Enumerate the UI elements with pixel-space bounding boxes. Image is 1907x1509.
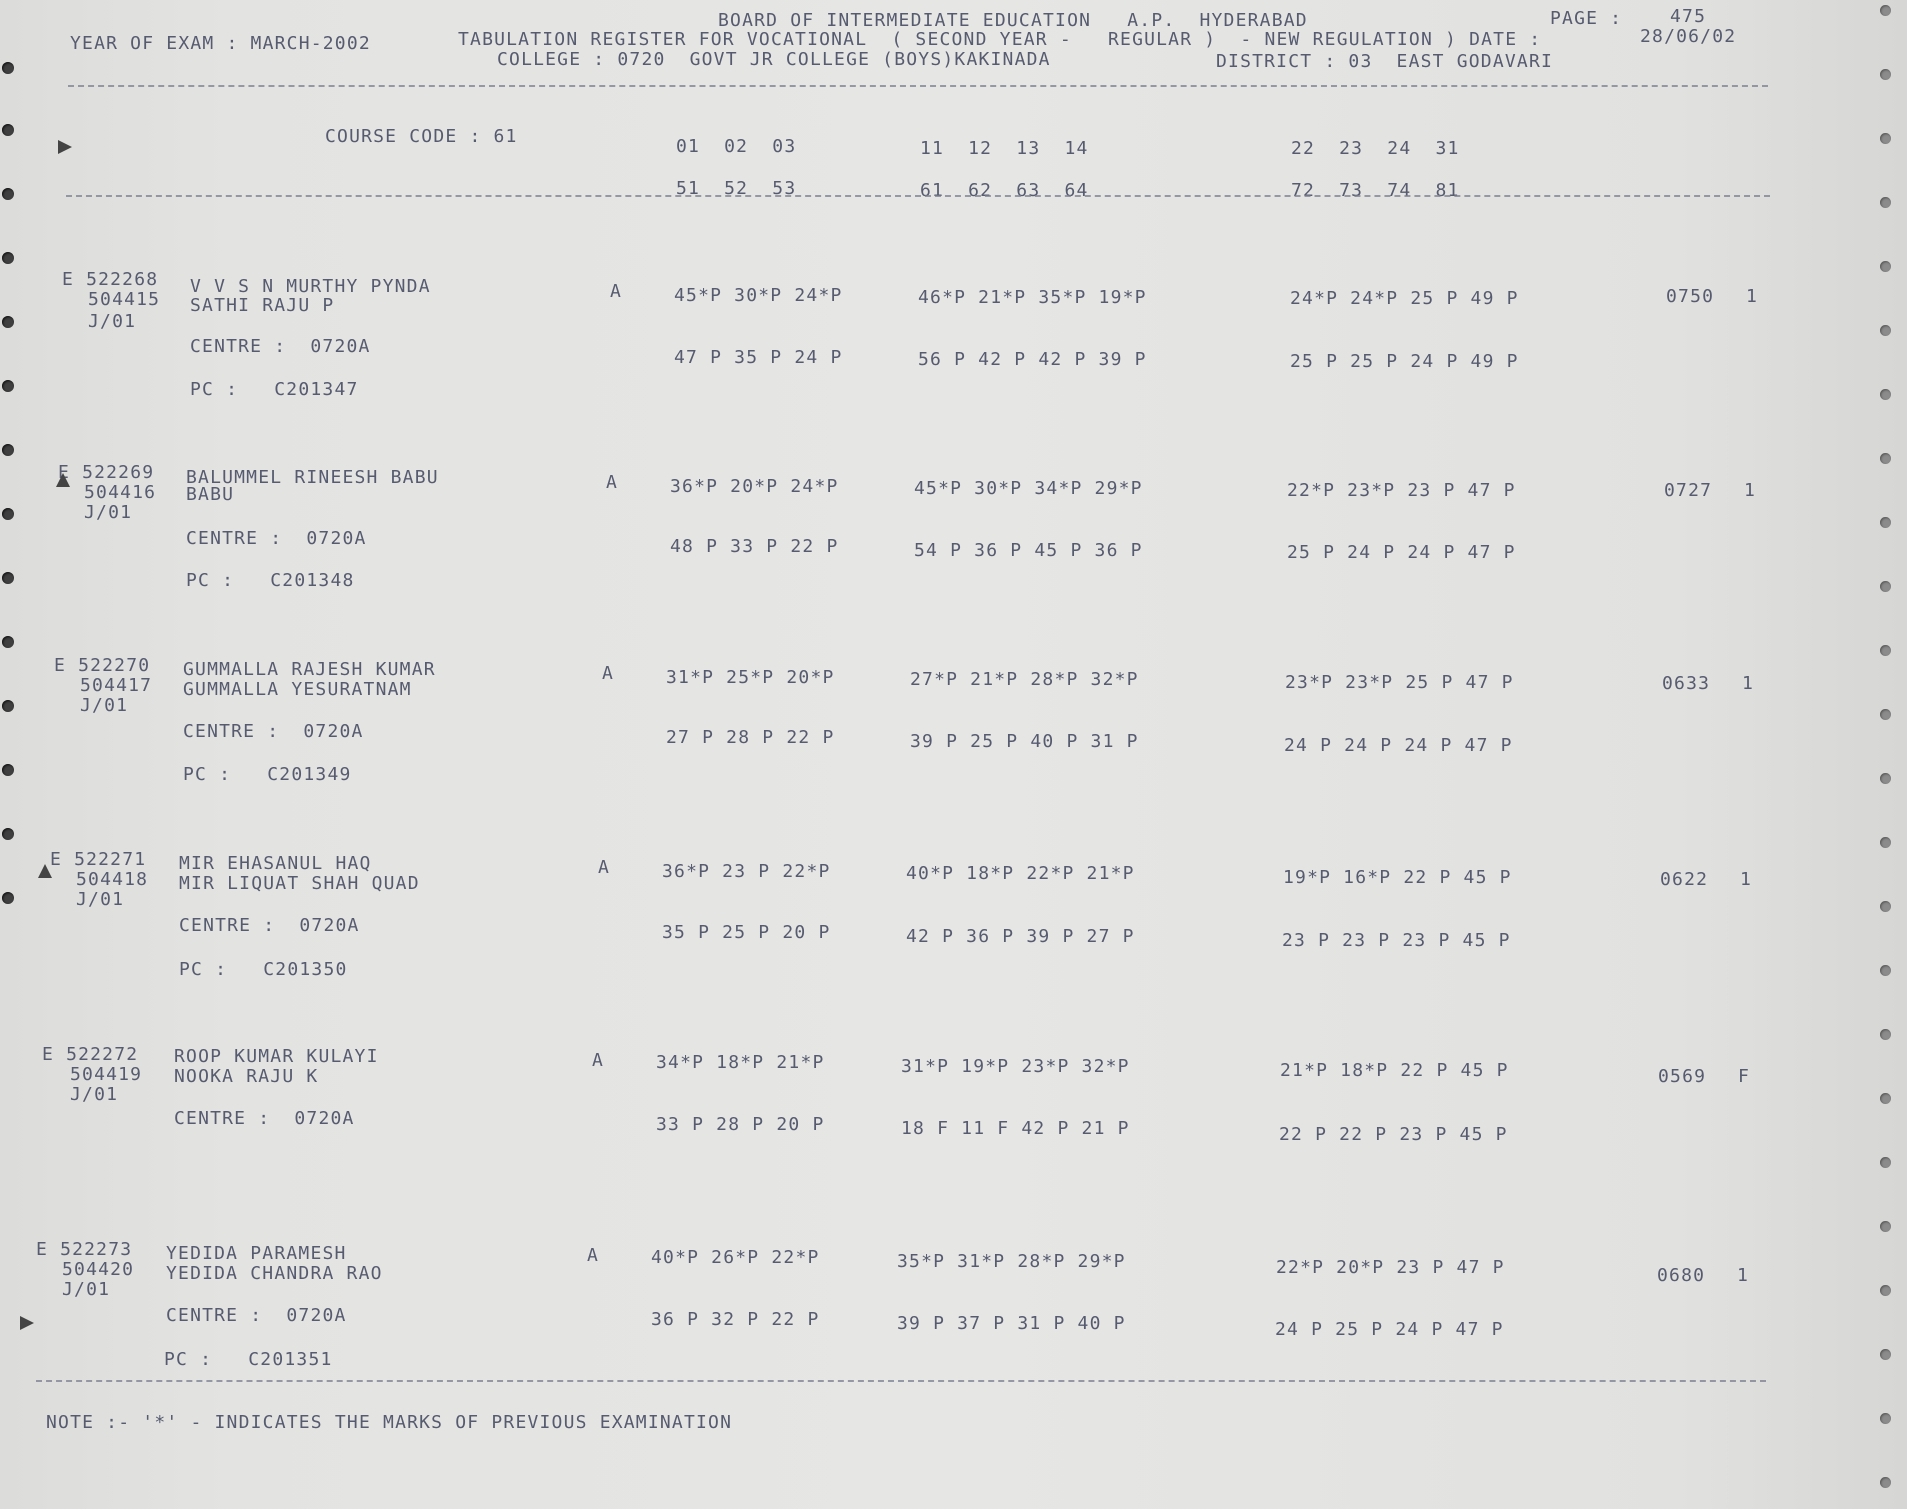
marks-first-c: 19*P 16*P 22 P 45 P [1283, 867, 1512, 888]
grade: A [587, 1245, 600, 1266]
student-record [0, 269, 1907, 400]
register-number: 504415 [88, 289, 161, 310]
marks-second-c: 24 P 25 P 24 P 47 P [1275, 1319, 1504, 1340]
tractor-hole-icon [1880, 773, 1891, 784]
marks-second-c: 25 P 25 P 24 P 49 P [1290, 351, 1519, 372]
grade: A [610, 281, 623, 302]
student-name: ROOP KUMAR KULAYI [174, 1046, 379, 1067]
marks-first-c: 23*P 23*P 25 P 47 P [1285, 672, 1514, 693]
tractor-hole-icon [2, 508, 14, 520]
group-code: J/01 [62, 1279, 111, 1300]
total-marks: 0633 [1662, 673, 1711, 694]
register-number: 504418 [76, 869, 149, 890]
result: 1 [1744, 480, 1757, 501]
pc-code: PC : C201347 [190, 379, 359, 400]
tractor-hole-icon [1880, 901, 1891, 912]
result: 1 [1737, 1265, 1750, 1286]
centre-code: CENTRE : 0720A [190, 336, 371, 357]
col-header-row1-g1: 01 02 03 [676, 136, 797, 157]
marks-first-a: 45*P 30*P 24*P [674, 285, 843, 306]
tractor-hole-icon [1880, 581, 1891, 592]
group-code: J/01 [84, 502, 133, 523]
student-record [0, 1239, 1907, 1370]
header-rule [68, 85, 1768, 87]
col-header-row2-g2: 61 62 63 64 [920, 180, 1089, 201]
grade: A [592, 1050, 605, 1071]
result: 1 [1746, 286, 1759, 307]
arrow-mark-icon [56, 473, 70, 487]
father-name: BABU [186, 484, 235, 505]
tractor-hole-icon [2, 636, 14, 648]
total-marks: 0680 [1657, 1265, 1706, 1286]
tractor-hole-icon [1880, 1221, 1891, 1232]
total-marks: 0727 [1664, 480, 1713, 501]
student-record [0, 849, 1907, 980]
marks-second-c: 24 P 24 P 24 P 47 P [1284, 735, 1513, 756]
tractor-hole-icon [1880, 645, 1891, 656]
marks-first-b: 27*P 21*P 28*P 32*P [910, 669, 1139, 690]
marks-second-c: 23 P 23 P 23 P 45 P [1282, 930, 1511, 951]
register-number: 504416 [84, 482, 157, 503]
marks-first-c: 21*P 18*P 22 P 45 P [1280, 1060, 1509, 1081]
total-marks: 0622 [1660, 869, 1709, 890]
arrow-mark-icon [20, 1316, 34, 1330]
tractor-hole-icon [2, 444, 14, 456]
centre-code: CENTRE : 0720A [166, 1305, 347, 1326]
tractor-hole-icon [1880, 709, 1891, 720]
tractor-hole-icon [2, 572, 14, 584]
tractor-hole-icon [2, 764, 14, 776]
marks-second-c: 22 P 22 P 23 P 45 P [1279, 1124, 1508, 1145]
tractor-hole-icon [1880, 1285, 1891, 1296]
tractor-hole-icon [2, 828, 14, 840]
tractor-hole-icon [2, 62, 14, 74]
record-id: E 522268 [62, 269, 159, 290]
tractor-hole-icon [1880, 453, 1891, 464]
tractor-hole-icon [2, 316, 14, 328]
group-code: J/01 [80, 695, 129, 716]
tractor-hole-icon [1880, 1477, 1891, 1488]
grade: A [606, 472, 619, 493]
total-marks: 0569 [1658, 1066, 1707, 1087]
marks-first-c: 22*P 23*P 23 P 47 P [1287, 480, 1516, 501]
tractor-hole-icon [2, 252, 14, 264]
marks-first-b: 46*P 21*P 35*P 19*P [918, 287, 1147, 308]
col-header-row2-g1: 51 52 53 [676, 178, 797, 199]
result: 1 [1740, 869, 1753, 890]
total-marks: 0750 [1666, 286, 1715, 307]
result: 1 [1742, 673, 1755, 694]
record-id: E 522270 [54, 655, 151, 676]
marks-first-b: 45*P 30*P 34*P 29*P [914, 478, 1143, 499]
marks-first-a: 36*P 23 P 22*P [662, 861, 831, 882]
father-name: YEDIDA CHANDRA RAO [166, 1263, 383, 1284]
student-record [0, 1044, 1907, 1145]
grade: A [602, 663, 615, 684]
group-code: J/01 [70, 1084, 119, 1105]
col-header-row1-g2: 11 12 13 14 [920, 138, 1089, 159]
tractor-hole-icon [2, 892, 14, 904]
marks-second-a: 27 P 28 P 22 P [666, 727, 835, 748]
register-line: TABULATION REGISTER FOR VOCATIONAL ( SECOND YEAR - REGULAR ) - NEW REGULATION ) DATE : [458, 29, 1542, 50]
tractor-hole-icon [1880, 133, 1891, 144]
marks-second-b: 54 P 36 P 45 P 36 P [914, 540, 1143, 561]
pc-code: PC : C201351 [164, 1349, 333, 1370]
district-line: DISTRICT : 03 EAST GODAVARI [1216, 51, 1554, 72]
tractor-hole-icon [2, 380, 14, 392]
tractor-hole-icon [1880, 1157, 1891, 1168]
page-number: 475 [1670, 6, 1707, 27]
tractor-hole-icon [1880, 837, 1891, 848]
tractor-hole-icon [1880, 1029, 1891, 1040]
record-id: E 522272 [42, 1044, 139, 1065]
marks-second-a: 48 P 33 P 22 P [670, 536, 839, 557]
course-code: COURSE CODE : 61 [325, 126, 518, 147]
tractor-hole-icon [2, 124, 14, 136]
marks-first-a: 40*P 26*P 22*P [651, 1247, 820, 1268]
register-number: 504420 [62, 1259, 135, 1280]
tractor-hole-icon [1880, 261, 1891, 272]
group-code: J/01 [76, 889, 125, 910]
register-number: 504417 [80, 675, 153, 696]
group-code: J/01 [88, 311, 137, 332]
tractor-hole-icon [1880, 1413, 1891, 1424]
student-name: YEDIDA PARAMESH [166, 1243, 347, 1264]
arrow-mark-icon [38, 864, 52, 878]
father-name: MIR LIQUAT SHAH QUAD [179, 873, 420, 894]
marks-first-b: 35*P 31*P 28*P 29*P [897, 1251, 1126, 1272]
year-of-exam: YEAR OF EXAM : MARCH-2002 [70, 33, 371, 54]
student-name: MIR EHASANUL HAQ [179, 853, 372, 874]
student-record [0, 462, 1907, 591]
pc-code: PC : C201349 [183, 764, 352, 785]
student-name: GUMMALLA RAJESH KUMAR [183, 659, 436, 680]
marks-second-b: 18 F 11 F 42 P 21 P [901, 1118, 1130, 1139]
tractor-hole-icon [1880, 197, 1891, 208]
marks-second-b: 39 P 25 P 40 P 31 P [910, 731, 1139, 752]
tractor-hole-icon [1880, 5, 1891, 16]
footer-rule [36, 1380, 1766, 1382]
marks-first-c: 22*P 20*P 23 P 47 P [1276, 1257, 1505, 1278]
marks-first-a: 31*P 25*P 20*P [666, 667, 835, 688]
marks-second-a: 36 P 32 P 22 P [651, 1309, 820, 1330]
father-name: GUMMALLA YESURATNAM [183, 679, 412, 700]
tractor-hole-icon [1880, 1093, 1891, 1104]
tractor-hole-icon [2, 188, 14, 200]
record-id: E 522271 [50, 849, 147, 870]
footnote: NOTE :- '*' - INDICATES THE MARKS OF PREVIOUS EXAMINATION [46, 1412, 733, 1433]
student-record [0, 655, 1907, 785]
arrow-mark-icon [58, 140, 72, 154]
college-line: COLLEGE : 0720 GOVT JR COLLEGE (BOYS)KAKINADA [497, 49, 1051, 70]
record-id: E 522269 [58, 462, 155, 483]
column-header-rule [66, 195, 1770, 197]
result: F [1738, 1066, 1751, 1087]
centre-code: CENTRE : 0720A [183, 721, 364, 742]
tractor-hole-icon [1880, 1349, 1891, 1360]
tractor-hole-icon [1880, 325, 1891, 336]
tractor-hole-icon [1880, 389, 1891, 400]
grade: A [598, 857, 611, 878]
marks-second-a: 35 P 25 P 20 P [662, 922, 831, 943]
marks-second-a: 33 P 28 P 20 P [656, 1114, 825, 1135]
record-id: E 522273 [36, 1239, 133, 1260]
marks-second-b: 56 P 42 P 42 P 39 P [918, 349, 1147, 370]
pc-code: PC : C201348 [186, 570, 355, 591]
marks-second-b: 42 P 36 P 39 P 27 P [906, 926, 1135, 947]
marks-second-a: 47 P 35 P 24 P [674, 347, 843, 368]
tractor-hole-icon [2, 700, 14, 712]
tractor-hole-icon [1880, 517, 1891, 528]
marks-first-b: 40*P 18*P 22*P 21*P [906, 863, 1135, 884]
father-name: NOOKA RAJU K [174, 1066, 319, 1087]
page-label: PAGE : [1550, 8, 1623, 29]
student-name: BALUMMEL RINEESH BABU [186, 467, 439, 488]
marks-first-b: 31*P 19*P 23*P 32*P [901, 1056, 1130, 1077]
centre-code: CENTRE : 0720A [186, 528, 367, 549]
father-name: SATHI RAJU P [190, 295, 335, 316]
report-date: 28/06/02 [1640, 26, 1737, 47]
centre-code: CENTRE : 0720A [179, 915, 360, 936]
tractor-hole-icon [1880, 965, 1891, 976]
pc-code: PC : C201350 [179, 959, 348, 980]
marks-second-b: 39 P 37 P 31 P 40 P [897, 1313, 1126, 1334]
board-line: BOARD OF INTERMEDIATE EDUCATION A.P. HYDERABAD [718, 10, 1308, 31]
col-header-row2-g3: 72 73 74 81 [1291, 180, 1460, 201]
tractor-hole-icon [1880, 69, 1891, 80]
marks-second-c: 25 P 24 P 24 P 47 P [1287, 542, 1516, 563]
student-name: V V S N MURTHY PYNDA [190, 276, 431, 297]
register-number: 504419 [70, 1064, 143, 1085]
col-header-row1-g3: 22 23 24 31 [1291, 138, 1460, 159]
centre-code: CENTRE : 0720A [174, 1108, 355, 1129]
marks-first-a: 34*P 18*P 21*P [656, 1052, 825, 1073]
marks-first-c: 24*P 24*P 25 P 49 P [1290, 288, 1519, 309]
marks-first-a: 36*P 20*P 24*P [670, 476, 839, 497]
